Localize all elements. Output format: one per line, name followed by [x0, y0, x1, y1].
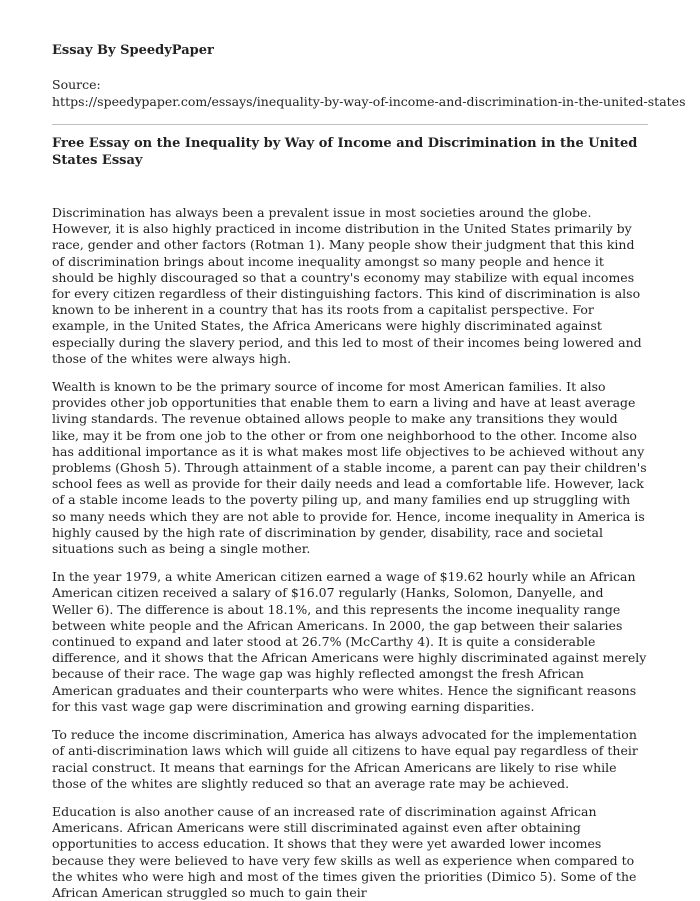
- essay-paragraph-5: Education is also another cause of an increased rate of discrimination against African Americans. African Americans were still discriminated against even after obtaining opportunities to access education. It shows that they were yet awarded lower incomes because they were believed to have very few skills as well as experience when compared to the whites who were high and most of the times given the priorities (Dimico 5). Some of the African American struggled so much to gain their: [52, 803, 637, 900]
- essay-paragraph-4: To reduce the income discrimination, America has always advocated for the implementation of anti-discrimination laws which will guide all citizens to have equal pay regardless of their racial construct. It means that earnings for the African Americans are likely to rise while those of the whites are slightly reduced so that an average rate may be achieved.: [52, 727, 638, 791]
- essay-paragraph-1: Discrimination has always been a prevalent issue in most societies around the globe. However, it is also highly practiced in income distribution in the United States primarily by race, gender and other factors (Rotman 1). Many people show their judgment that this kind of discrimination brings about income inequality amongst so many people and hence it should be highly discouraged so that a country's economy may stabilize with equal incomes for every citizen regardless of their distinguishing factors. This kind of discrimination is also known to be inherent in a country that has its roots from a capitalist perspective. For example, in the United States, the Africa Americans were highly discriminated against especially during the slavery period, and this led to most of their incomes being lowered and those of the whites were always high.: [52, 205, 642, 366]
- document-header-title: Essay By SpeedyPaper: [52, 43, 214, 58]
- essay-paragraph-3: In the year 1979, a white American citizen earned a wage of $19.62 hourly while an African American citizen received a salary of $16.07 regularly (Hanks, Solomon, Danyelle, and Weller 6). The difference is about 18.1%, and this represents the income inequality range between white people and the African Americans. In 2000, the gap between their salaries continued to expand and later stood at 26.7% (McCarthy 4). It is quite a considerable difference, and it shows that the African Americans were highly discriminated against merely because of their race. The wage gap was highly reflected amongst the fresh African American graduates and their counterparts who were whites. Hence the significant reasons for this vast wage gap were discrimination and growing earning disparities.: [52, 569, 647, 714]
- essay-paragraph-2: Wealth is known to be the primary source of income for most American families. It also provides other job opportunities that enable them to earn a living and have at least average living standards. The revenue obtained allows people to make any transitions they would like, may it be from one job to the other or from one neighborhood to the other. Income also has additional importance as it is what makes most life objectives to be achieved without any problems (Ghosh 5). Through attainment of a stable income, a parent can pay their children's school fees as well as provide for their daily needs and lead a comfortable life. However, lack of a stable income leads to the poverty piling up, and many families end up struggling with so many needs which they are not able to provide for. Hence, income inequality in America is highly caused by the high rate of discrimination by gender, disability, race and societal situations such as being a single mother.: [52, 379, 647, 557]
- header-divider: [52, 124, 648, 125]
- essay-title: Free Essay on the Inequality by Way of Income and Discrimination in the United States Essay: [52, 136, 638, 168]
- source-url: https://speedypaper.com/essays/inequality-by-way-of-income-and-discrimination-in-the-united-states: [52, 94, 686, 109]
- source-label: Source:: [52, 77, 101, 92]
